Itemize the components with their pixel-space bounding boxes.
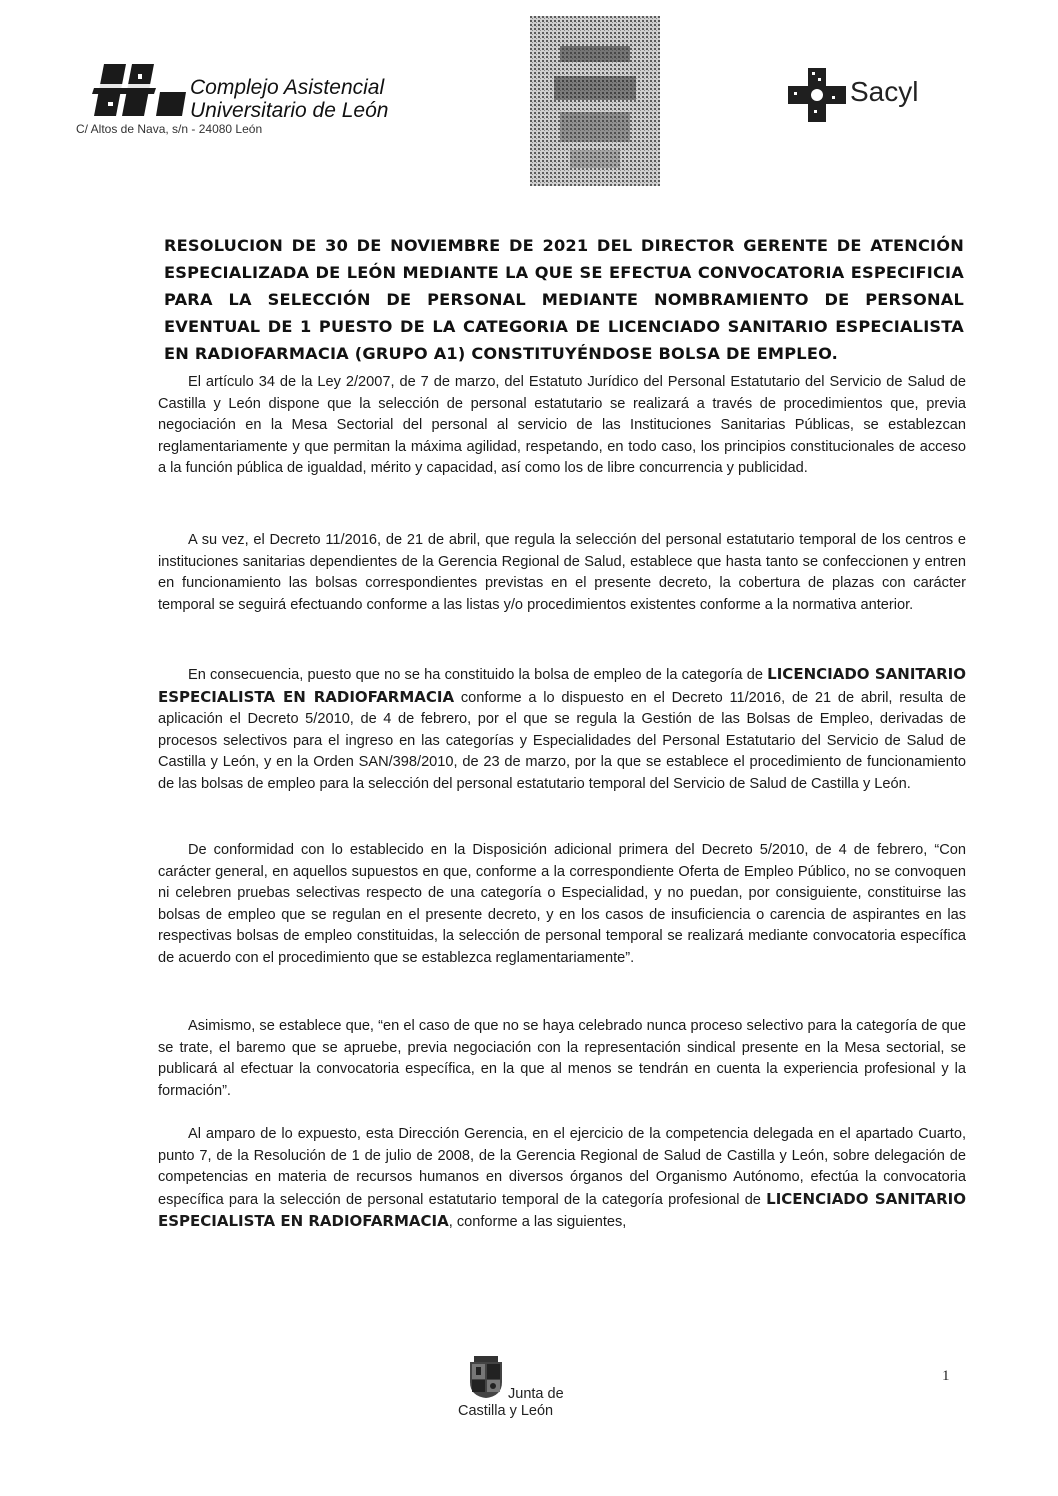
paragraph-4 xyxy=(158,840,966,969)
junta-castilla-leon-label xyxy=(458,1386,564,1420)
page-number: 1 xyxy=(942,1368,950,1384)
jcyl-line1: Junta de xyxy=(508,1386,564,1402)
paragraph-3 xyxy=(158,664,966,795)
jcyl-line2: Castilla y León xyxy=(458,1403,554,1419)
org-address: C/ Altos de Nava, s/n - 24080 León xyxy=(76,122,263,136)
document-title: RESOLUCION DE 30 DE NOVIEMBRE DE 2021 DEL DIRECTOR GERENTE DE ATENCIÓN ESPECIALIZADA DE LEÓN MEDIANTE LA QUE SE EFECTUA CONVOCATORIA ESPECIFICIA PARA LA SELECCIÓN DE PERSONAL MEDIANTE NOMBRAMIENTO DE PERSONAL EVENTUAL DE 1 PUESTO DE LA CATEGORIA DE LICENCIADO SANITARIO ESPECIALISTA EN RADIOFARMACIA (GRUPO A1) CONSTITUYÉNDOSE BOLSA DE EMPLEO. xyxy=(164,236,964,363)
org-name-line2: Universitario de León xyxy=(190,99,389,122)
paragraph-2-text: A su vez, el Decreto 11/2016, de 21 de abril, que regula la selección del personal estatutario temporal de los centros e instituciones sanitarias dependientes de la Gerencia Regional de Salud, establece que hasta tanto se confeccionen y entren en funcionamiento las bolsas correspondientes previstas en el presente decreto, la cobertura de plazas con carácter temporal se seguirá efectuando conforme a las listas y/o procedimientos existentes conforme a la normativa anterior. xyxy=(158,532,966,613)
paragraph-6-category: LICENCIADO SANITARIO ESPECIALISTA EN RADIOFARMACIA xyxy=(158,1189,966,1230)
paragraph-6 xyxy=(158,1124,966,1234)
paragraph-5-text: Asimismo, se establece que, “en el caso de que no se haya celebrado nunca proceso selectivo para la categoría de que se trate, el baremo que se apruebe, previa negociación con la representación sindical presente en la Mesa sectorial, se publicará al efectuar la convocatoria específica, en la que al menos se tendrán en cuenta la experiencia profesional y la formación”. xyxy=(158,1018,966,1099)
paragraph-4-text: De conformidad con lo establecido en la Disposición adicional primera del Decreto 5/2010, de 4 de febrero, “Con carácter general, en aquellos supuestos en que, conforme a la correspondiente Oferta de Empleo Público, no se convoquen ni celebren pruebas selectivas respecto de una categoría o Especialidad, y no puedan, por consiguiente, constituirse las bolsas de empleo que se regulan en el presente decreto, y en los casos de insuficiencia o carencia de aspirantes en las respectivas bolsas de empleo constituidas, la selección de personal temporal se realizará mediante convocatoria específica de acuerdo con el procedimiento que se establezca reglamentariamente”. xyxy=(158,842,966,966)
paragraph-5 xyxy=(158,1016,966,1102)
paragraph-3-text-a: En consecuencia, puesto que no se ha constituido la bolsa de empleo de la categoría de xyxy=(188,667,768,683)
paragraph-3-category: LICENCIADO SANITARIO ESPECIALISTA EN RADIOFARMACIA xyxy=(158,665,966,706)
org-name-line1: Complejo Asistencial xyxy=(190,76,385,99)
paragraph-2 xyxy=(158,530,966,616)
stamp-seal-icon xyxy=(530,16,660,186)
org-name xyxy=(190,76,388,122)
paragraph-1-text: El artículo 34 de la Ley 2/2007, de 7 de marzo, del Estatuto Jurídico del Personal Estatutario del Servicio de Salud de Castilla y León dispone que la selección de personal estatutario se realizará a través de procedimientos que, previa negociación en la Mesa Sectorial del personal al servicio de las Instituciones Sanitarias Públicas, se establezcan reglamentariamente y que permitan la máxima agilidad, respetando, en todo caso, los principios constitucionales de acceso a la función pública de igualdad, mérito y capacidad, así como los de libre concurrencia y publicidad. xyxy=(158,374,966,476)
complejo-asistencial-logo-icon xyxy=(86,62,186,118)
sacyl-wordmark: Sacyl xyxy=(850,76,919,107)
paragraph-6-text-b: , conforme a las siguientes, xyxy=(448,1214,627,1230)
sacyl-logo-icon xyxy=(788,68,846,122)
paragraph-3-text-b: conforme a lo dispuesto en el Decreto 11/2016, de 21 de abril, resulta de aplicación el Decreto 5/2010, de 4 de febrero, por el que se regula la Gestión de las Bolsas de Empleo, derivadas de procesos selectivos para el ingreso en las categorías y Especialidades del Personal Estatutario del Servicio de Salud de Castilla y León, y en la Orden SAN/398/2010, de 23 de marzo, por la que se establece el procedimiento de funcionamiento de las bolsas de empleo para la selección del personal estatutario temporal del Servicio de Salud de Castilla y León. xyxy=(158,689,967,792)
paragraph-6-text-a: Al amparo de lo expuesto, esta Dirección Gerencia, en el ejercicio de la competencia delegada en el apartado Cuarto, punto 7, de la Resolución de 1 de julio de 2008, de la Gerencia Regional de Salud de Castilla y León, sobre delegación de competencias en materia de recursos humanos en diversos órganos del Organismo Autónomo, efectúa la convocatoria específica para la selección de personal estatutario temporal de la categoría profesional de xyxy=(158,1126,966,1208)
paragraph-1 xyxy=(158,372,966,480)
